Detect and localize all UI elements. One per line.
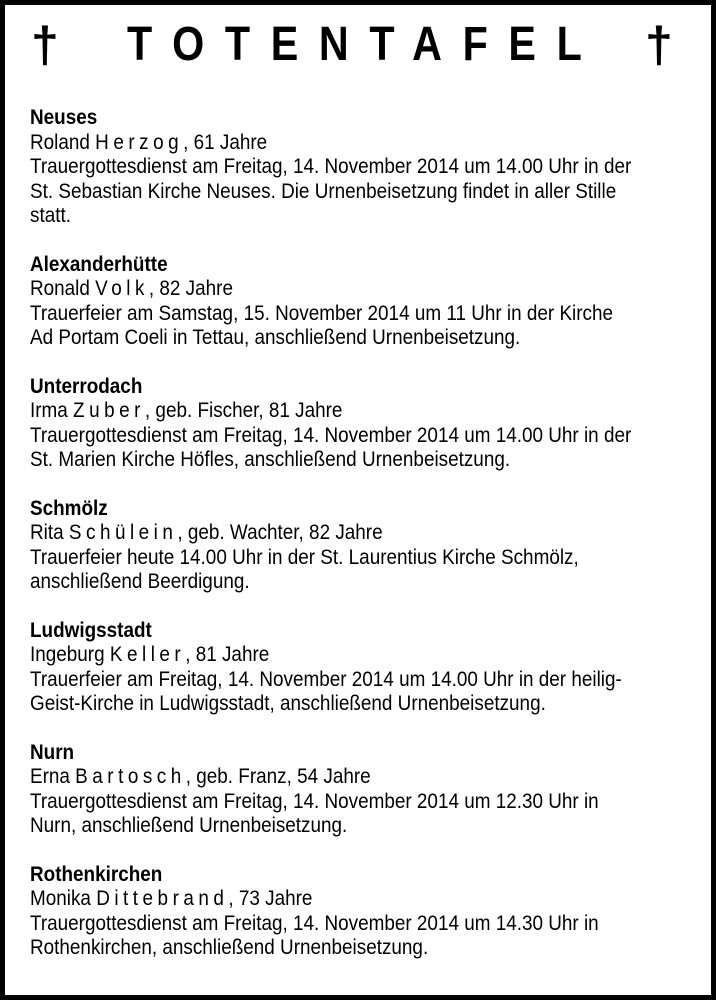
place-name: Neuses	[30, 106, 98, 129]
place-name: Unterrodach	[30, 374, 143, 398]
obituary-entry	[30, 497, 698, 595]
service-text: Trauergottesdienst am Freitag, 14. November 2014 um 12.30 Uhr in	[30, 789, 599, 813]
obituary-entry	[30, 619, 698, 717]
place-name: Ludwigsstadt	[30, 618, 152, 642]
cross-icon: †	[645, 17, 673, 73]
surname: Herzog	[95, 130, 184, 154]
service-text: Rothenkirchen, anschließend Urnenbeisetzung.	[30, 936, 429, 959]
first-name: Ingeburg	[30, 643, 105, 666]
place-name: Alexanderhütte	[30, 252, 168, 276]
place-name: Schmölz	[30, 496, 108, 520]
details: , geb. Franz, 54 Jahre	[185, 765, 371, 788]
service-text: Ad Portam Coeli in Tettau, anschließend Urnenbeisetzung.	[30, 326, 521, 349]
details: , 73 Jahre	[228, 887, 313, 910]
first-name: Monika	[30, 887, 91, 910]
obituary-entry	[30, 253, 698, 351]
service-text: Trauerfeier heute 14.00 Uhr in der St. Laurentius Kirche Schmölz,	[30, 545, 579, 569]
place-name: Nurn	[30, 740, 75, 764]
place-name: Rothenkirchen	[30, 862, 163, 886]
surname: Keller	[109, 643, 186, 666]
service-text: Nurn, anschließend Urnenbeisetzung.	[30, 814, 348, 837]
first-name: Rita	[30, 521, 64, 544]
deceased-name	[30, 131, 631, 156]
deceased-name	[30, 399, 631, 424]
cross-icon: †	[31, 17, 59, 73]
surname: Zuber	[73, 399, 145, 422]
service-text: St. Sebastian Kirche Neuses. Die Urnenbeisetzung findet in aller Stille	[30, 179, 617, 203]
page-title: TOTENTAFEL	[127, 18, 603, 71]
deceased-name	[30, 765, 631, 790]
service-text: Trauergottesdienst am Freitag, 14. November 2014 um 14.30 Uhr in	[30, 911, 599, 935]
details: , 82 Jahre	[148, 277, 233, 300]
surname: Volk	[95, 277, 149, 300]
details: , 81 Jahre	[185, 643, 270, 666]
surname: Schülein	[68, 521, 178, 544]
service-text: Trauerfeier am Samstag, 15. November 2014 um 11 Uhr in der Kirche	[30, 301, 614, 325]
obituary-entry	[30, 375, 698, 473]
service-text: anschließend Beerdigung.	[30, 570, 250, 593]
deceased-name	[30, 277, 631, 302]
header	[5, 17, 711, 73]
first-name: Erna	[30, 765, 70, 788]
service-text: Trauergottesdienst am Freitag, 14. November 2014 um 14.00 Uhr in der	[30, 155, 632, 178]
first-name: Roland	[30, 130, 90, 154]
first-name: Ronald	[30, 277, 90, 300]
service-text: Trauerfeier am Freitag, 14. November 2014 um 14.00 Uhr in der heilig-	[30, 667, 622, 691]
surname: Dittebrand	[96, 887, 229, 910]
service-text: statt.	[30, 204, 71, 227]
obituary-entry	[30, 863, 698, 961]
service-text: St. Marien Kirche Höfles, anschließend Urnenbeisetzung.	[30, 448, 511, 471]
deceased-name	[30, 887, 631, 912]
details: , geb. Wachter, 82 Jahre	[177, 521, 383, 544]
service-text: Trauergottesdienst am Freitag, 14. November 2014 um 14.00 Uhr in der	[30, 423, 632, 447]
entries-list	[30, 106, 698, 985]
obituary-entry	[30, 106, 698, 229]
surname: Bartosch	[75, 765, 186, 788]
first-name: Irma	[30, 399, 68, 422]
details: , 61 Jahre	[183, 130, 268, 154]
service-text: Geist-Kirche in Ludwigsstadt, anschließend Urnenbeisetzung.	[30, 692, 546, 715]
deceased-name	[30, 643, 631, 668]
deceased-name	[30, 521, 631, 546]
details: , geb. Fischer, 81 Jahre	[144, 399, 343, 422]
obituary-entry	[30, 741, 698, 839]
